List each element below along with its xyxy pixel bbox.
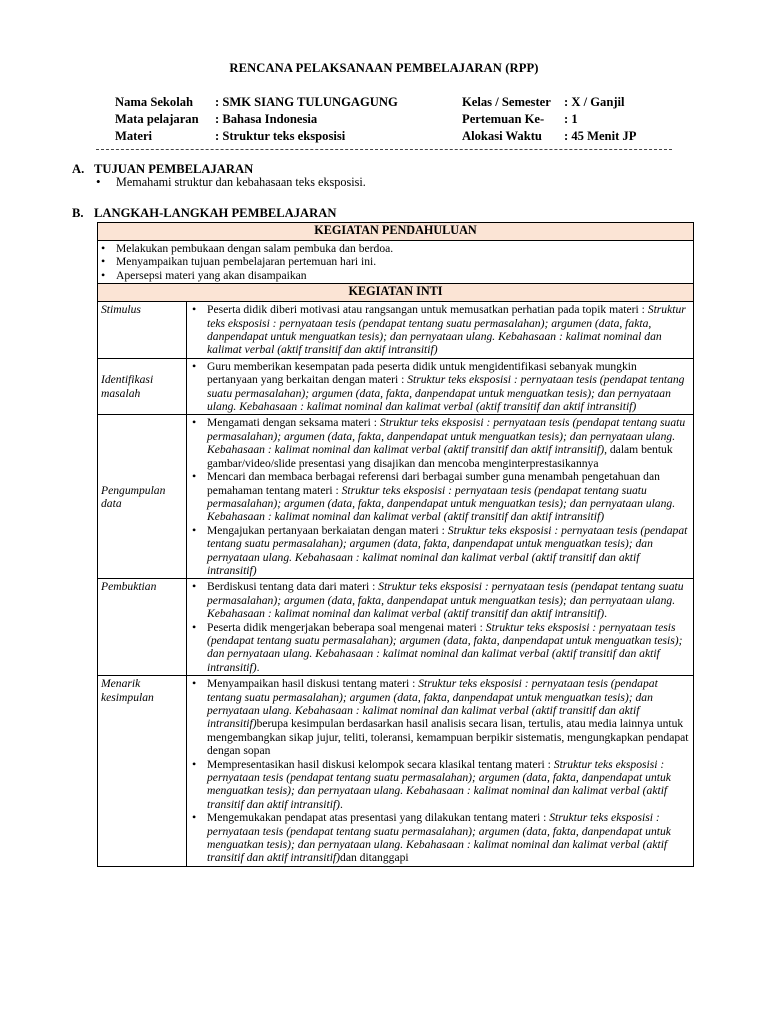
identity-value: : 45 Menit JP <box>564 129 637 143</box>
dashed-divider <box>96 149 672 150</box>
identity-row <box>115 95 675 112</box>
activity-table <box>97 222 694 867</box>
activity-text: Peserta didik mengerjakan beberapa soal mengenai materi : <box>207 620 486 634</box>
stage-label: Identifikasi masalah <box>98 358 187 415</box>
identity-row <box>115 112 675 129</box>
identity-value: : 1 <box>564 112 578 126</box>
identity-label: Kelas / Semester <box>462 95 551 109</box>
pendahuluan-header: KEGIATAN PENDAHULUAN <box>98 223 694 241</box>
activity-text: . <box>256 660 260 674</box>
list-item <box>190 677 690 757</box>
section-title: LANGKAH-LANGKAH PEMBELAJARAN <box>94 206 337 220</box>
activity-text: Mengajukan pertanyaan berkaiatan dengan materi : <box>207 523 448 537</box>
identity-label: Alokasi Waktu <box>462 129 542 143</box>
table-row <box>98 241 694 284</box>
activity-text: . <box>340 797 343 811</box>
table-row <box>98 358 694 415</box>
pendahuluan-list <box>99 242 690 282</box>
list-item <box>190 416 690 470</box>
stage-label: Pengumpulan data <box>98 415 187 579</box>
objective-item: • Memahami struktur dan kebahasaan teks eksposisi. <box>96 175 366 190</box>
section-title: TUJUAN PEMBELAJARAN <box>94 162 254 176</box>
materi-text: Struktur teks eksposisi : pernyataan tesis (pendapat tentang suatu permasalahan); argumen (data, fakta, danpendapat untuk menguatkan tesis); dan pernyataan ulang. Kebahasaan : kalimat nominal dan kalimat verbal (aktif transitif dan aktif intransitif) <box>207 483 676 524</box>
identity-value: : Bahasa Indonesia <box>215 112 318 126</box>
list-item <box>190 360 690 414</box>
identity-label: Nama Sekolah <box>115 95 194 109</box>
identity-label: Pertemuan Ke- <box>462 112 545 126</box>
table-row <box>98 676 694 867</box>
stage-activities <box>187 302 694 359</box>
identity-label: Materi <box>115 129 153 143</box>
table-row <box>98 302 694 359</box>
identity-value: : SMK SIANG TULUNGAGUNG <box>215 95 398 109</box>
table-row <box>98 415 694 579</box>
activity-text: Guru memberikan kesempatan pada peserta didik untuk mengidentifikasi sebanyak mungkin pertanyaan yang berkaitan dengan materi : <box>207 359 637 387</box>
list-item <box>190 470 690 524</box>
materi-text: Struktur teks eksposisi : pernyataan tesis (pendapat tentang suatu permasalahan); argumen (data, fakta, danpendapat untuk menguatkan tesis); dan pernyataan ulang. Kebahasaan : kalimat nominal dan kalimat verbal (aktif transitif dan aktif intransitif) <box>207 303 686 357</box>
materi-text: Struktur teks eksposisi : pernyataan tesis (pendapat tentang suatu permasalahan); argumen (data, fakta, danpendapat untuk menguatkan tesis); dan pernyataan ulang. Kebahasaan : kalimat nominal dan kalimat verbal (aktif transitif dan aktif intransitif) <box>207 677 658 731</box>
table-header-row <box>98 223 694 241</box>
activity-text: Mempresentasikan hasil diskusi kelompok secara klasikal tentang materi : <box>207 757 554 771</box>
stage-activities <box>187 676 694 867</box>
document-title: RENCANA PELAKSANAAN PEMBELAJARAN (RPP) <box>229 61 539 75</box>
materi-text: Struktur teks eksposisi : pernyataan tesis (pendapat tentang suatu permasalahan); argumen (data, fakta, danpendapat untuk menguatkan tesis); dan pernyataan ulang. Kebahasaan : kalimat nominal dan kalimat verbal (aktif transitif dan aktif intransitif) <box>207 416 686 457</box>
activity-text: Menyampaikan hasil diskusi tentang materi : <box>207 677 419 691</box>
activity-text: , dalam bentuk gambar/video/slide presentasi yang disajikan dan mencoba menginterprestasikannya <box>207 443 673 470</box>
list-item: • Apersepsi materi yang akan disampaikan <box>99 269 690 282</box>
activity-text: Mengemukakan pendapat atas presentasi yang dilakukan tentang materi : <box>207 811 550 825</box>
identity-value: : X / Ganjil <box>564 95 625 109</box>
stage-activities <box>187 358 694 415</box>
table-row <box>98 579 694 676</box>
list-item <box>190 758 690 812</box>
stage-label: Stimulus <box>98 302 187 359</box>
activity-text: berupa kesimpulan berdasarkan hasil analisis secara lisan, tertulis, atau media lainnya untuk mengembangkan sikap jujur, teliti, toleransi, kemampuan berpikir sistematis, mengungkapkan pendapat dengan sopan <box>207 717 689 758</box>
identity-row <box>115 129 675 146</box>
list-item: • Melakukan pembukaan dengan salam pembuka dan berdoa. <box>99 242 690 255</box>
stage-activities <box>187 579 694 676</box>
list-item <box>190 811 690 865</box>
activity-text: Mencari dan membaca berbagai referensi dari berbagai sumber guna menambah pengetahuan dan pemahaman tentang materi : <box>207 470 660 497</box>
table-header-row <box>98 284 694 302</box>
materi-text: Struktur teks eksposisi : pernyataan tesis (pendapat tentang suatu permasalahan); argumen (data, fakta, danpendapat untuk menguatkan tesis); dan pernyataan ulang. Kebahasaan : kalimat nominal dan kalimat verbal (aktif transitif dan aktif intransitif) <box>207 580 684 621</box>
identity-block <box>115 95 675 146</box>
activity-text: Mengamati dengan seksama materi : <box>207 416 380 430</box>
materi-text: Struktur teks eksposisi : pernyataan tesis (pendapat tentang suatu permasalahan); argumen (data, fakta, danpendapat untuk menguatkan tesis); dan pernyataan ulang. Kebahasaan : kalimat nominal dan kalimat verbal (aktif transitif dan aktif intransitif) <box>207 523 688 577</box>
list-item <box>190 303 690 357</box>
materi-text: Struktur teks eksposisi : pernyataan tesis (pendapat tentang suatu permasalahan); argumen (data, fakta, danpendapat untuk menguatkan tesis); dan pernyataan ulang. Kebahasaan : kalimat nominal dan kalimat verbal (aktif transitif dan aktif intransitif) <box>207 757 671 811</box>
list-item <box>190 621 690 675</box>
identity-value: : Struktur teks eksposisi <box>215 129 346 143</box>
activity-text: Berdiskusi tentang data dari materi : <box>207 580 379 594</box>
stage-label: Pembuktian <box>98 579 187 676</box>
materi-text: Struktur teks eksposisi : pernyataan tesis (pendapat tentang suatu permasalahan); argumen (data, fakta, danpendapat untuk menguatkan tesis); dan pernyataan ulang. Kebahasaan : kalimat nominal dan kalimat verbal (aktif transitif dan aktif intransitif) <box>207 373 685 414</box>
section-b-heading <box>72 206 336 221</box>
materi-text: Struktur teks eksposisi : pernyataan tesis (pendapat tentang suatu permasalahan); argumen (data, fakta, danpendapat untuk menguatkan tesis); dan pernyataan ulang. Kebahasaan : kalimat nominal dan kalimat verbal (aktif transitif dan aktif intransitif) <box>207 811 671 865</box>
identity-label: Mata pelajaran <box>115 112 199 126</box>
objective-list <box>96 175 366 190</box>
activity-text: dan ditanggapi <box>340 851 409 865</box>
inti-header: KEGIATAN INTI <box>98 284 694 302</box>
list-item: • Menyampaikan tujuan pembelajaran pertemuan hari ini. <box>99 255 690 268</box>
pendahuluan-cell <box>98 241 694 284</box>
activity-text: . <box>604 607 607 621</box>
list-item <box>190 524 690 578</box>
activity-text: Peserta didik diberi motivasi atau rangsangan untuk memusatkan perhatian pada topik materi : <box>207 303 648 317</box>
section-number: B. <box>72 206 84 220</box>
stage-label: Menarik kesimpulan <box>98 676 187 867</box>
list-item <box>190 580 690 620</box>
materi-text: Struktur teks eksposisi : pernyataan tesis (pendapat tentang suatu permasalahan); argumen (data, fakta, danpendapat untuk menguatkan tesis); dan pernyataan ulang. Kebahasaan : kalimat nominal dan kalimat verbal (aktif transitif dan aktif intransitif) <box>207 620 683 674</box>
stage-activities <box>187 415 694 579</box>
section-number: A. <box>72 162 85 176</box>
